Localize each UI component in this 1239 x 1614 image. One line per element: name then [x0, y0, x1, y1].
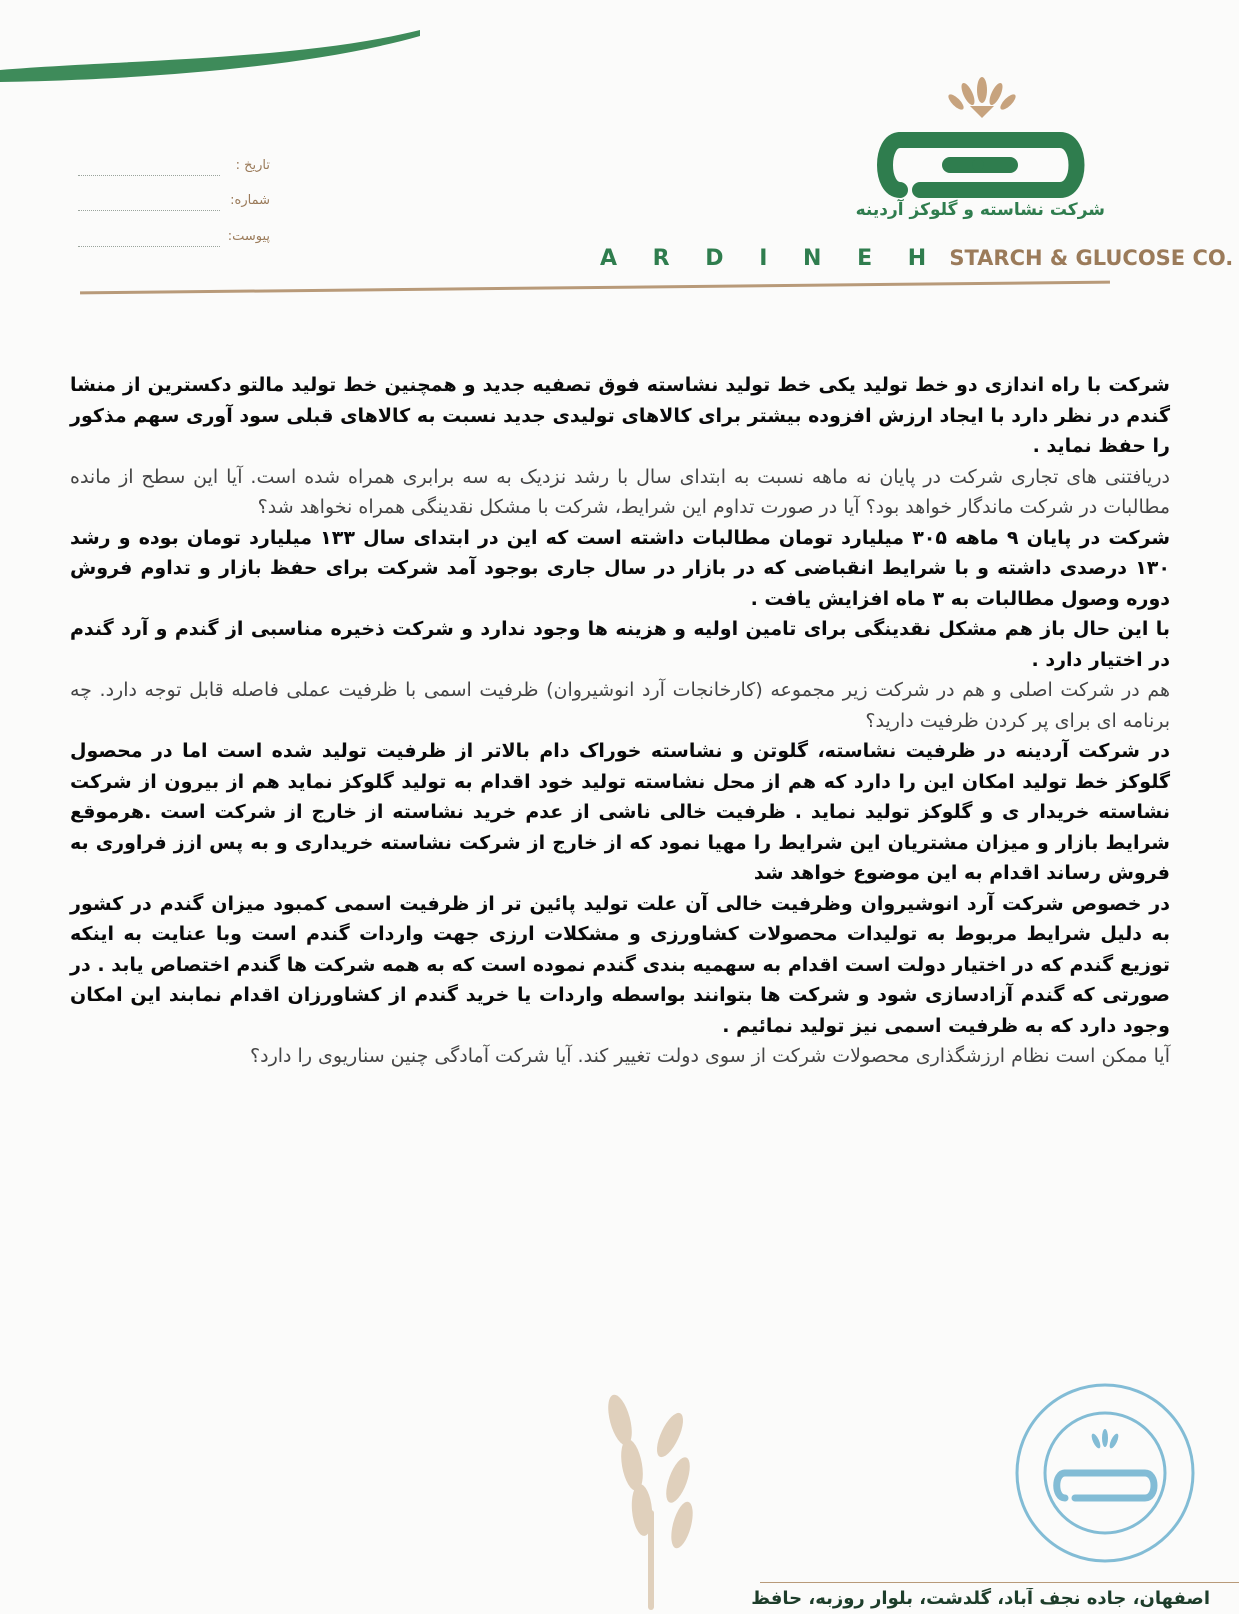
attachment-dotted-line	[78, 246, 220, 247]
paragraph-2: دریافتنی های تجاری شرکت در پایان نه ماهه نسبت به ابتدای سال با رشد نزدیک به سه برابری همراه شده است. آیا این سطح از مانده مطالبات در شرکت ماندگار خواهد بود؟ آیا در صورت تداوم این شرایط، شرکت با مشکل نقدینگی همراه نخواهد شد؟	[70, 465, 1170, 518]
footer-rule	[760, 1582, 1239, 1583]
paragraph-3: شرکت در پایان ۹ ماهه ۳۰۵ میلیارد تومان مطالبات داشته است که این در ابتدای سال ۱۳۳ میلیارد تومان بوده و رشد ۱۳۰ درصدی داشته و با شرایط انقباضی که در بازار در سال جاری بوجود آمد شرکت برای حفظ بازار و تداوم فروش دوره وصول مطالبات به ۳ ماه افزایش یافت .	[70, 526, 1171, 610]
company-stamp	[1010, 1378, 1200, 1568]
paragraph-8: آیا ممکن است نظام ارزشگذاری محصولات شرکت از سوی دولت تغییر کند. آیا شرکت آمادگی چنین سناریوی را دارد؟	[250, 1045, 1170, 1067]
date-label: تاریخ :	[235, 158, 270, 173]
attachment-label: پیوست:	[227, 229, 270, 244]
date-dotted-line	[78, 175, 220, 176]
brand-ardineh: A R D I N E H	[600, 246, 941, 271]
attachment-field	[70, 229, 270, 251]
brand-starch-glucose: STARCH & GLUCOSE CO.	[949, 246, 1234, 270]
paragraph-7: در خصوص شرکت آرد انوشیروان وظرفیت خالی آن علت تولید پائین تر از ظرفیت اسمی کمبود میزان گندم در کشور به دلیل شرایط مربوط به تولیدات محصولات کشاورزی و مشکلات ارزی جهت واردات گندم است وبا عنایت به اینکه توزیع گندم که در اختیار دولت است اقدام به سهمیه بندی گندم نموده است که به همه شرکت ها گندم اختصاص یابد . در صورتی که گندم آزادسازی شود و شرکت ها بتوانند بواسطه واردات یا خرید گندم از کشاورزان اقدام نمابند این امکان وجود دارد که به ظرفیت اسمی نیز تولید نمائیم .	[70, 892, 1170, 1037]
paragraph-1: شرکت با راه اندازی دو خط تولید یکی خط تولید نشاسته فوق تصفیه جدید و همچنین خط تولید مالتو دکسترین از منشا گندم در نظر دارد با ایجاد ارزش افزوده بیشتر برای کالاهای تولیدی جدید نسبت به کالاهای قبلی سود آوری سهم مذکور را حفظ نماید .	[70, 374, 1170, 457]
wheat-watermark	[560, 1360, 740, 1610]
brand-line	[600, 246, 1234, 286]
letter-body	[70, 370, 1170, 1072]
paragraph-5: هم در شرکت اصلی و هم در شرکت زیر مجموعه (کارخانجات آرد انوشیروان) ظرفیت اسمی با ظرفیت عملی فاصله قابل توجه دارد. چه برنامه ای برای پر کردن ظرفیت دارید؟	[70, 679, 1170, 732]
header-rule	[80, 281, 1110, 295]
company-name-fa: شرکت نشاسته و گلوکز آردینه	[855, 200, 1105, 220]
number-field	[70, 193, 270, 215]
paragraph-6: در شرکت آردینه در ظرفیت نشاسته، گلوتن و نشاسته خوراک دام بالاتر از ظرفیت تولید شده است اما در محصول گلوکز خط تولید امکان این را دارد که هم از محل نشاسته تولید خود اقدام به تولید گلوکز نماید هم از بیرون از شرکت نشاسته خریدار ی و گلوکز تولید نماید . ظرفیت خالی ناشی از عدم خرید نشاسته از خارج از شرکت است .هرموقع شرایط بازار و میزان مشتریان این شرایط را مهیا نمود که از خارج از شرکت نشاسته خریداری و به پس ازز فراوری به فروش رساند اقدام به این موضوع خواهد شد	[70, 740, 1170, 884]
paragraph-4: با این حال باز هم مشکل نقدینگی برای تامین اولیه و هزینه ها وجود ندارد و شرکت ذخیره مناسبی از گندم و آرد گندم در اختیار دارد .	[70, 618, 1170, 671]
footer-address: اصفهان، جاده نجف آباد، گلدشت، بلوار روزبه، حافظ	[751, 1588, 1210, 1609]
number-dotted-line	[78, 210, 220, 211]
date-field	[70, 158, 270, 180]
number-label: شماره:	[230, 193, 270, 208]
